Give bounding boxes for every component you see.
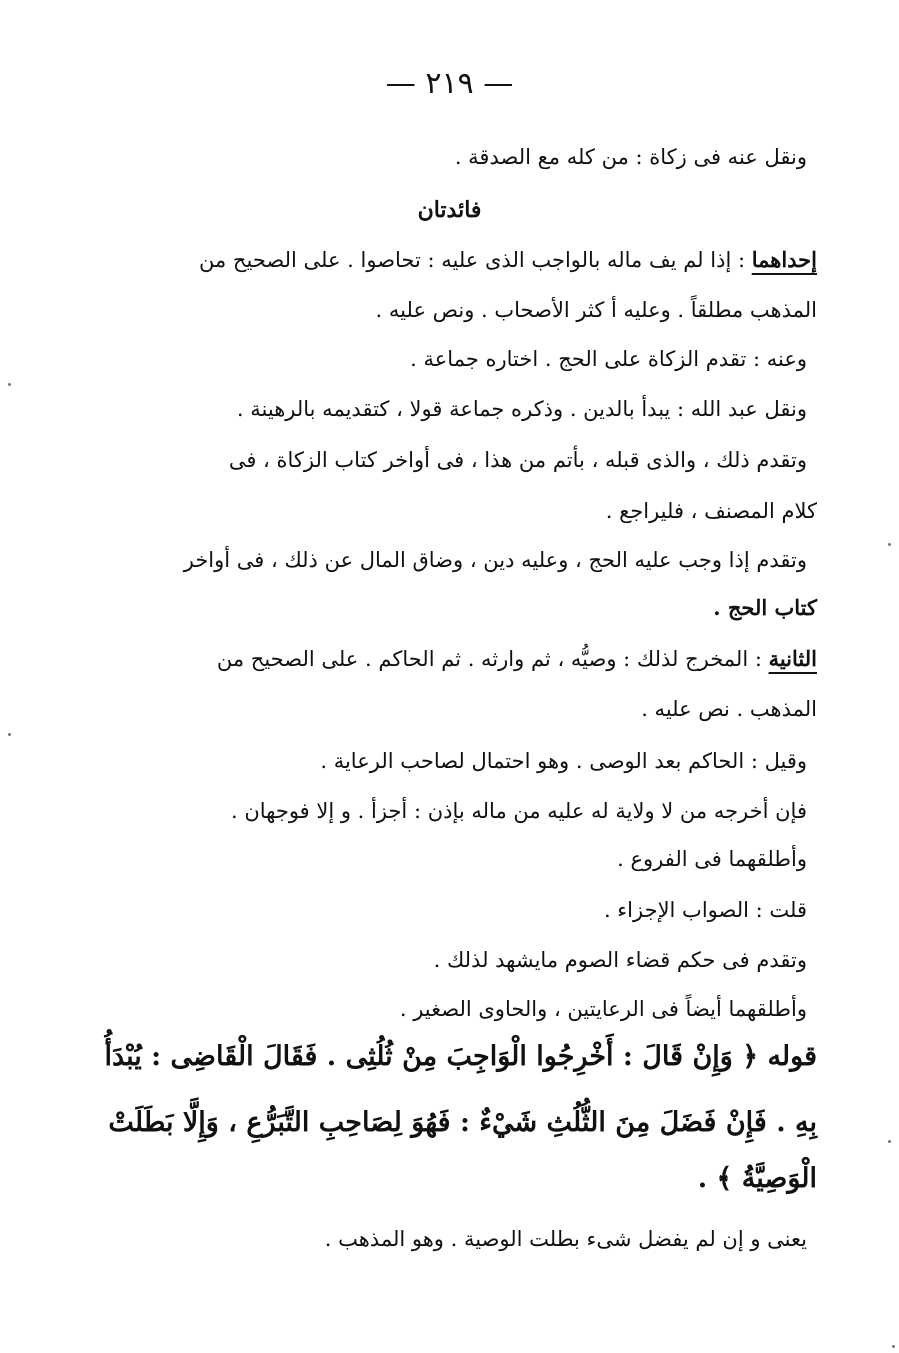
text-line: فإن أخرجه من لا ولاية له عليه من ماله بإذن : أجزأ . و إلا فوجهان . (230, 799, 807, 823)
line-lead: قوله (767, 1041, 817, 1072)
scan-speck (888, 543, 891, 546)
text-line: ونقل عبد الله : يبدأ بالدين . وذكره جماعة قولا ، كتقديمه بالرهينة . (236, 397, 807, 421)
text-line: وأطلقهما أيضاً فى الرعايتين ، والحاوى الصغير . (399, 997, 807, 1021)
text-line: قلت : الصواب الإجزاء . (603, 898, 807, 922)
scan-speck (888, 1140, 891, 1143)
text-line: كتاب الحج . (713, 595, 817, 620)
text-line: وتقدم ذلك ، والذى قبله ، بأتم من هذا ، فى أواخر كتاب الزكاة ، فى (228, 448, 807, 472)
text-line: المذهب مطلقاً . وعليه أ كثر الأصحاب . ونص عليه . (375, 298, 817, 322)
text-line: وعنه : تقدم الزكاة على الحج . اختاره جماعة . (410, 347, 807, 371)
quote-line: بِهِ . فَإِنْ فَضَلَ مِنَ الثُّلُثِ شَيْءٌ : فَهُوَ لِصَاحِبِ التَّبَرُّعِ ، وَإِلَّا بَطَلَتْ (108, 1107, 817, 1138)
text-line (77, 642, 817, 676)
text-line: وتقدم إذا وجب عليه الحج ، وعليه دين ، وضاق المال عن ذلك ، فى أواخر (183, 548, 807, 572)
text-line: وأطلقهما فى الفروع . (617, 847, 807, 871)
text-line: المذهب . نص عليه . (641, 697, 817, 721)
scan-speck (8, 733, 11, 736)
text-line: ونقل عنه فى زكاة : من كله مع الصدقة . (454, 145, 807, 169)
line-text: ﴿ وَإِنْ قَالَ : أَخْرِجُوا الْوَاجِبَ مِنْ ثُلُثِى . فَقَالَ الْقَاضِى : يُبْدَأُ (104, 1041, 768, 1072)
scan-speck (8, 383, 11, 386)
line-text: : إذا لم يف ماله بالواجب الذى عليه : تحاصوا . على الصحيح من (199, 248, 752, 272)
text-line: وقيل : الحاكم بعد الوصى . وهو احتمال لصاحب الرعاية . (320, 749, 807, 773)
page-number: — ٢١٩ — (385, 66, 514, 101)
quote-line (77, 1036, 817, 1078)
text-line: وتقدم فى حكم قضاء الصوم مايشهد لذلك . (433, 948, 807, 972)
line-lead: إحداهما (751, 247, 817, 272)
text-line: يعنى و إن لم يفضل شىء بطلت الوصية . وهو المذهب . (324, 1227, 807, 1251)
line-lead: الثانية (768, 646, 817, 671)
section-heading: فائدتان (417, 197, 482, 223)
text-line: كلام المصنف ، فليراجع . (605, 499, 817, 523)
quote-line: الْوَصِيَّةُ ﴾ . (697, 1163, 817, 1194)
line-text: : المخرج لذلك : وصيُّه ، ثم وارثه . ثم الحاكم . على الصحيح من (216, 647, 769, 671)
text-line (77, 243, 817, 277)
scan-speck (892, 1345, 895, 1348)
